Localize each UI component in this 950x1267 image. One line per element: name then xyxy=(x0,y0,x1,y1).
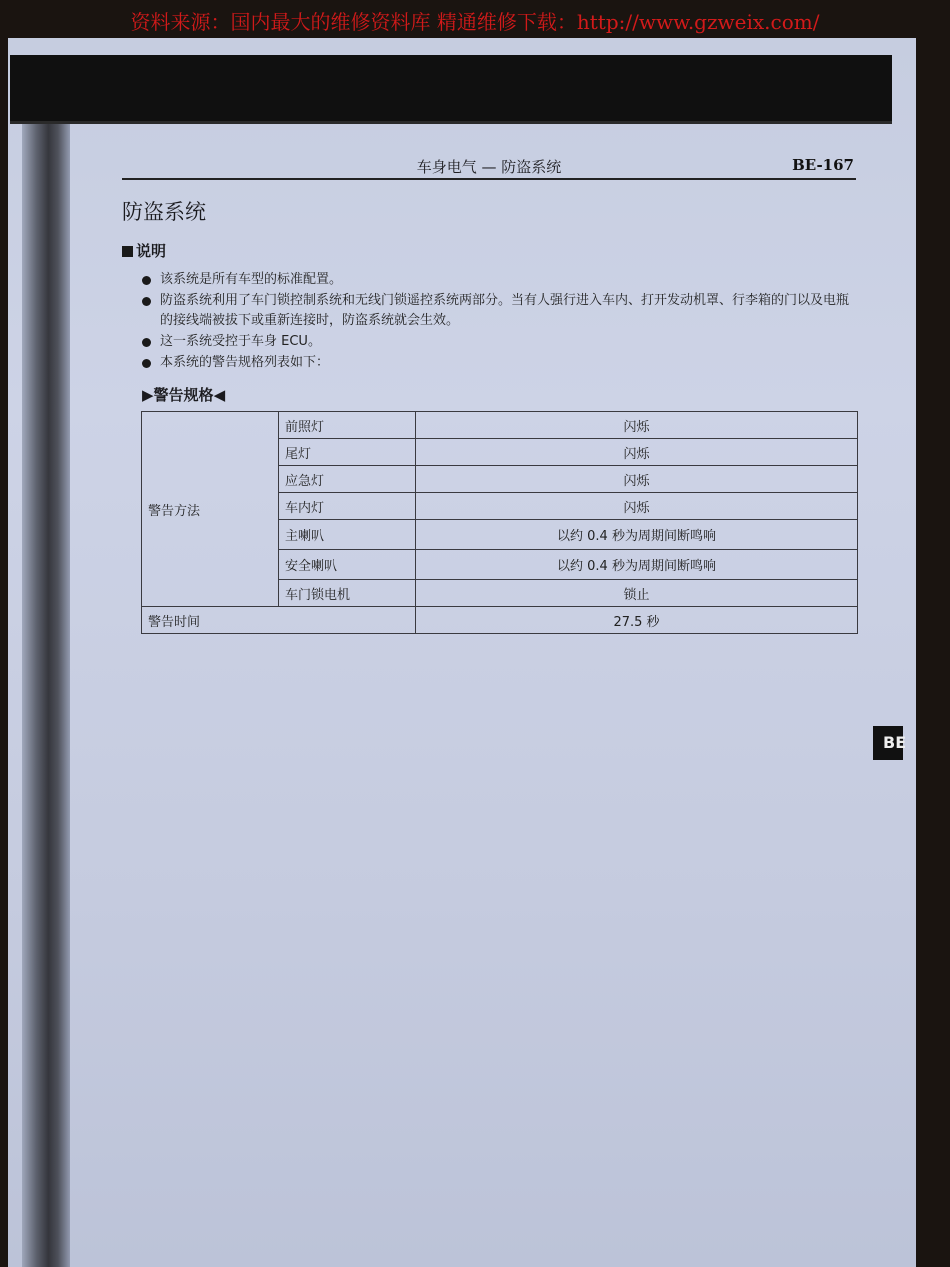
value-cell: 闪烁 xyxy=(416,493,858,520)
list-item xyxy=(142,353,858,373)
item-cell: 车门锁电机 xyxy=(279,580,416,607)
triangle-left-icon: ◀ xyxy=(213,386,226,404)
value-cell: 锁止 xyxy=(416,580,858,607)
item-cell: 主喇叭 xyxy=(279,520,416,550)
table-row xyxy=(142,607,858,634)
item-cell: 车内灯 xyxy=(279,493,416,520)
triangle-right-icon: ▶ xyxy=(142,386,154,404)
page-top-shadow xyxy=(10,55,892,121)
list-item xyxy=(142,291,858,331)
page-title: 防盗系统 xyxy=(122,200,206,224)
section-heading xyxy=(122,240,166,261)
value-cell: 以约 0.4 秒为周期间断鸣响 xyxy=(416,550,858,580)
bullet-list xyxy=(142,270,858,374)
bullet-dot-icon xyxy=(142,276,151,285)
section-tab: BE xyxy=(873,726,903,760)
item-cell: 前照灯 xyxy=(279,412,416,439)
page-top-edge xyxy=(10,121,892,124)
time-value-cell: 27.5 秒 xyxy=(416,607,858,634)
bullet-dot-icon xyxy=(142,359,151,368)
watermark-banner: 资料来源：国内最大的维修资料库 精通维修下载：http://www.gzweix.com/ xyxy=(130,10,820,34)
bullet-dot-icon xyxy=(142,297,151,306)
value-cell: 闪烁 xyxy=(416,466,858,493)
value-cell: 闪烁 xyxy=(416,412,858,439)
spec-heading xyxy=(142,384,225,405)
binding-shadow xyxy=(22,124,70,1267)
item-cell: 安全喇叭 xyxy=(279,550,416,580)
table-row xyxy=(142,412,858,439)
warning-spec-table xyxy=(141,411,858,634)
item-cell: 应急灯 xyxy=(279,466,416,493)
item-cell: 尾灯 xyxy=(279,439,416,466)
running-header xyxy=(122,150,856,180)
running-title: 车身电气 — 防盗系统 xyxy=(416,158,562,176)
list-item-text: 这一系统受控于车身 ECU。 xyxy=(160,334,321,349)
list-item-text: 防盗系统利用了车门锁控制系统和无线门锁遥控系统两部分。当有人强行进入车内、打开发动机罩、行李箱的门以及电瓶的接线端被拔下或重新连接时，防盗系统就会生效。 xyxy=(160,293,850,328)
section-heading-text: 说明 xyxy=(136,242,167,260)
value-cell: 闪烁 xyxy=(416,439,858,466)
value-cell: 以约 0.4 秒为周期间断鸣响 xyxy=(416,520,858,550)
bullet-dot-icon xyxy=(142,338,151,347)
list-item-text: 本系统的警告规格列表如下： xyxy=(160,355,330,370)
spec-heading-text: 警告规格 xyxy=(153,386,214,404)
time-label-cell: 警告时间 xyxy=(142,607,416,634)
page-number: BE-167 xyxy=(792,156,854,174)
list-item xyxy=(142,332,858,352)
list-item-text: 该系统是所有车型的标准配置。 xyxy=(160,272,343,287)
square-bullet-icon xyxy=(122,246,133,257)
list-item xyxy=(142,270,858,290)
method-label-cell: 警告方法 xyxy=(142,412,279,607)
